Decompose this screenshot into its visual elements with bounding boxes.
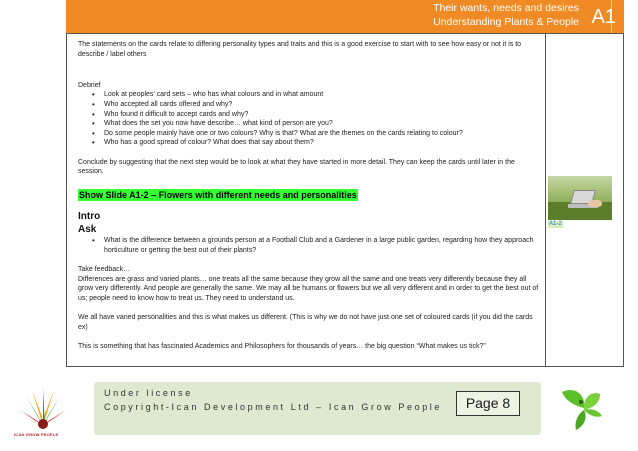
intro-paragraph: The statements on the cards relate to differing personality types and traits and this is a good exercise to start with to see how easy or not it is to describe / label others (78, 41, 522, 58)
leaf-mascot-icon (556, 384, 606, 432)
feedback-label: Take feedback… (78, 266, 131, 274)
debrief-item: • Look at peoples’ card sets – who has what colours and in what amount (92, 90, 542, 100)
debrief-item: • Who has a good spread of colour? What does that say about them? (92, 138, 542, 148)
personalities-paragraph: We all have varied personalities and this is what makes us different. (This is why we do not have just one set of coloured cards (if you did the cards ex) (78, 314, 533, 331)
debrief-item: • Do some people mainly have one or two colours? Why is that? What are the themes on the cards relating to colour? (92, 129, 542, 139)
logo-text: ICAN GROW PEOPLE (14, 432, 59, 437)
main-content (78, 40, 542, 351)
hand-shape (588, 200, 602, 207)
feedback-paragraph: Differences are grass and varied plants… one treats all the same because they grow all the same and one treats very differently because they all grow very differently. And people are generally the same. We may all be humans or flowers but we all very different and in order to get the best out of us; people need to know how to treat us. They need to understand us. (78, 275, 539, 302)
ican-grow-people-logo-icon (18, 386, 68, 430)
section-code: A1 (591, 6, 616, 28)
slide-thumbnail (548, 176, 612, 220)
header-title-line1: Their wants, needs and desires (433, 2, 579, 14)
ask-heading: Ask (78, 223, 97, 235)
footer-license: Under license (104, 388, 193, 398)
fascinated-paragraph: This is something that has fascinated Academics and Philosophers for thousands of years… the big question “What makes us tick?” (78, 342, 486, 350)
debrief-item: • Who found it difficult to accept cards and why? (92, 110, 542, 120)
ask-list (78, 236, 542, 255)
footer-copyright: Copyright-Ican Development Ltd – Ican Grow People (104, 402, 443, 412)
header-title-line2: Understanding Plants & People (433, 16, 579, 28)
debrief-item: • Who accepted all cards offered and why? (92, 100, 542, 110)
column-divider (545, 33, 546, 367)
header-bar (66, 0, 624, 33)
header-title (66, 1, 579, 29)
page-number: Page 8 (456, 391, 520, 416)
slide-heading: Show Slide A1-2 – Flowers with different needs and personalities (79, 189, 357, 200)
slide-label: A1-2 (549, 221, 562, 227)
debrief-list (78, 90, 542, 148)
debrief-item: • What does the set you now have describe… what kind of person are you? (92, 119, 542, 129)
intro-heading: Intro (78, 211, 101, 223)
conclude-paragraph: Conclude by suggesting that the next step would be to look at what they have started in more detail. They can keep the cards until later in the session. (78, 158, 515, 176)
debrief-label: Debrief (78, 81, 101, 89)
ask-item: • What is the difference between a grounds person at a Football Club and a Gardener in a large public garden, regarding how they approach horticulture or getting the best out of their plants? (92, 236, 542, 255)
